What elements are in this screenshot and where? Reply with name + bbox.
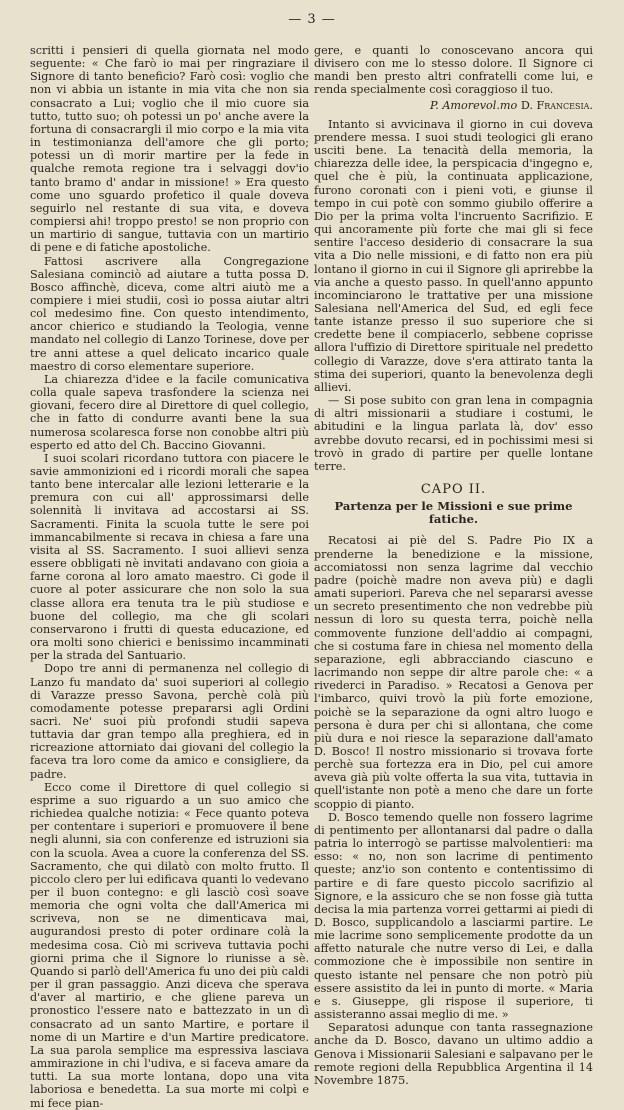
paragraph: Separatosi adunque con tanta rassegnazione anche da D. Bosco, davano un ultimo addio a Genova i Missionarii Salesiani e salpavano per le remote regioni della Repubblica Argentina il 14 Novembre 1875. (314, 1021, 593, 1087)
chapter-subtitle: Partenza per le Missioni e sue prime fatiche. (334, 499, 573, 527)
paragraph: Fattosi ascrivere alla Congregazione Salesiana cominciò ad aiutare a tutta possa D. Bosco affinchè, diceva, come altri aiutò me a compiere i miei studii, così io possa aiutar altri col medesimo fine. Con questo intendimento, ancor chierico e studiando la Teologia, venne mandato nel collegio di Lanzo Torinese, dove per tre anni attese a quel delicato incarico quale maestro di corso elementare superiore. (30, 254, 309, 373)
page-number: — 3 — (288, 12, 336, 27)
left-column (30, 44, 309, 1110)
paragraph: Intanto si avvicinava il giorno in cui doveva prendere messa. I suoi studi teologici gli erano usciti bene. La tenacità della memoria, la chiarezza delle idee, la perspicacia d'ingegno e, quel che è più, la continuata applicazione, furono coronati con i pieni voti, e giunse il tempo in cui potè con sommo giubilo offerire a Dio per la prima volta l'incruento Sacrifizio. E qui ancoramente più forte che mai gli si fece sentire l'acceso desiderio di consacrare la sua vita a Dio nelle missioni, e di fatto non era più lontano il giorno in cui il Signore gli aprirebbe la via anche a questo passo. In quell'anno appunto incominciarono le trattative per una missione Salesiana nell'America del Sud, ed egli fece tante istanze presso il suo superiore che si credette bene il compiacerlo, sebbene coprisse allora l'uffizio di Direttore spirituale nel predetto collegio di Varazze, dove s'era attirato tanta la stima dei superiori, quanto la benevolenza degli allievi. (314, 117, 593, 394)
paragraph: gere, e quanti lo conoscevano ancora qui divisero con me lo stesso dolore. Il Signore ci mandi ben presto altri confratelli come lui, e renda specialmente così coraggioso il tuo. (314, 44, 593, 97)
paragraph: — Si pose subito con gran lena in compagnia di altri missionarii a studiare i costumi, le abitudini e la lingua parlata là, dov' esso avrebbe dovuto recarsi, ed in pochissimi mesi si trovò in grado di partire per quelle lontane terre. (314, 394, 593, 473)
chapter-title: CAPO II. (420, 482, 487, 497)
paragraph: scritti i pensieri di quella giornata nel modo seguente: « Che farò io mai per ringraziare il Signore di tanto beneficio? Farò così: voglio che non vi abbia un istante in mia vita che non sia consacrato a Lui; voglio che il mio cuore sia tutto, tutto suo; oh potessi un po' anche avere la fortuna di consacrargli il mio corpo e la mia vita in testimonianza dell'amore che gli porto; potessi un dì morir martire per la fede in qualche remota regione tra i selvaggi dov'io tanto bramo d' andar in missione! » Era questo come uno sguardo profetico il quale doveva seguirlo nel restante di sua vita, e doveva compiersi ahi! troppo presto! se non proprio con un martirio di sangue, tuttavia con un martirio di pene e di fatiche apostoliche. (30, 44, 309, 255)
paragraph: Dopo tre anni di permanenza nel collegio di Lanzo fu mandato da' suoi superiori al collegio di Varazze presso Savona, perchè colà più comodamente potesse prepararsi agli Ordini sacri. Ne' suoi più profondi studii sapeva tuttavia dar gran tempo alla preghiera, ed in ricreazione attorniato dai giovani del collegio la faceva tra loro come da amico e consigliere, da padre. (30, 662, 309, 781)
paragraph: Recatosi ai piè del S. Padre Pio IX a prenderne la benedizione e la missione, accomiatossi non senza lagrime dal vecchio padre (poichè madre non aveva più) e dagli amati superiori. Pareva che nel separarsi avesse un secreto presentimento che non vedrebbe più nessun di loro su questa terra, poichè nella commovente funzione dell'addio ai compagni, che si costuma fare in chiesa nel momento della separazione, egli abbracciando ciascuno e lacrimando non seppe dir altre parole che: « a rivederci in Paradiso. » Recatosi a Genova per l'imbarco, quivi trovò la più forte emozione, poichè se la separazione da ogni altro luogo e persona è dura per chi si allontana, che come più dura e noi riesce la separazione dall'amato D. Bosco! Il nostro missionario si trovava forte perchè sua fortezza era in Dio, pel cui amore aveva già più volte offerta la sua vita, tuttavia in quell'istante non potè a meno che dare un forte scoppio di pianto. (314, 534, 593, 811)
paragraph: I suoi scolari ricordano tuttora con piacere le savie ammonizioni ed i ricordi morali che sapea tanto bene intercalar alle lezioni letterarie e la premura con cui all' approssimarsi delle solennità li invitava ad accostarsi ai SS. Sacramenti. Finita la scuola tutte le sere poi immancabilmente si recava in chiesa a fare una visita al SS. Sacramento. I suoi allievi senza essere obbligati nè invitati andavano con gioia a farne corona al loro amato maestro. Ci gode il cuore al poter assicurare che non solo la sua classe allora era tenuta tra le più studiose e buone del collegio, ma che gli scolari conservarono i frutti di questa educazione, ed ora molti sono chierici e benissimo incamminati per la strada del Santuario. (30, 451, 309, 663)
paragraph: La chiarezza d'idee e la facile comunicativa colla quale sapeva trasfondere la scienza nei giovani, fecero dire al Direttore di quel collegio, che in fatto di condurre avanti bene la sua numerosa scolaresca forse non conobbe altri più esperto ed atto del Ch. Baccino Giovanni. (30, 372, 309, 452)
paragraph: D. Bosco temendo quelle non fossero lagrime di pentimento per allontanarsi dal padre o dalla patria lo interrogò se partisse malvolentieri: ma esso: « no, non son lacrime di pentimento queste; anz'io son contento e contentissimo di partire e di fare questo piccolo sacrifizio al Signore, e la assicuro che se non fosse già tutta decisa la mia partenza vorrei gettarmi ai piedi di D. Bosco, supplicandolo a lasciarmi partire. Le mie lacrime sono semplicemente prodotte da un affetto naturale che nutre verso di Lei, e dalla commozione che è impossibile non sentire in questo istante nel pensare che non potrò più essere assistito da lei in punto di morte. « Maria e s. Giuseppe, gli rispose il superiore, ti assisteranno assai meglio di me. » (314, 810, 593, 1022)
signature-name: P. Amorevol.mo (429, 98, 518, 112)
letter-signature (314, 99, 593, 112)
right-column (314, 44, 593, 1087)
paragraph: Ecco come il Direttore di quel collegio si esprime a suo riguardo a un suo amico che richiedea qualche notizia: « Fece quanto poteva per contentare i superiori e promuovere il bene negli alunni, sia con conferenze ed istruzioni sia con la scuola. Avea a cuore la conferenza del SS. Sacramento, che qui dilatò con molto frutto. Il piccolo clero per lui edificava quanti lo vedevano per il buon contegno: e gli lasciò così soave memoria che ogni volta che dall'America mi scriveva, non se ne dimenticava mai, augurandosi presto di poter ordinare colà la medesima cosa. Ciò mi scriveva tuttavia pochi giorni prima che il Signore lo riunisse a sè. Quando si parlò dell'America fu uno dei più caldi per il gran passaggio. Anzi diceva che sperava d'aver al martirio, e che gliene pareva un pronostico l'essere nato e battezzato in un dì consacrato ad un santo Martire, e portare il nome di un Martire e d'un Martire predicatore. La sua parola semplice ma espressiva lasciava ammirazione in chi l'udiva, e si faceva amare da tutti. La sua morte lontana, dopo una vita laboriosa e benedetta. La sua morte mi colpì e mi fece pian- (30, 780, 309, 1110)
signature-author: D. Francesia. (520, 98, 593, 112)
